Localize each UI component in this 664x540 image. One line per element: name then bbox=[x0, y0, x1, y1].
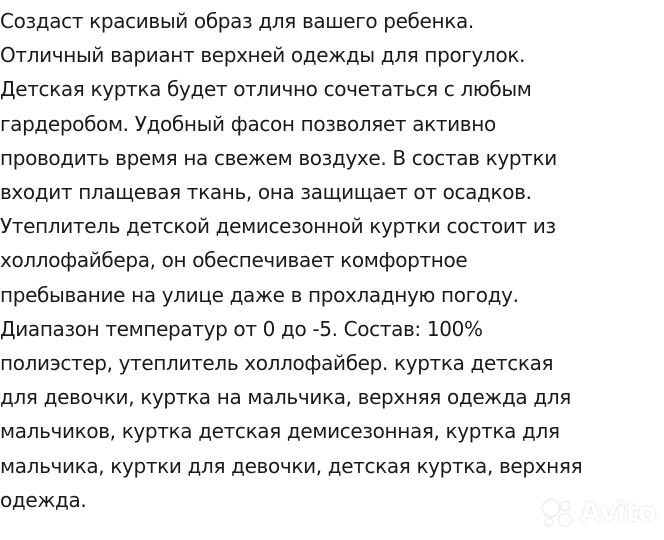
description-line: Детская куртка будет отлично сочетаться с любым bbox=[0, 77, 532, 102]
product-description bbox=[0, 4, 664, 517]
description-line: для девочки, куртка на мальчика, верхняя одежда для bbox=[0, 385, 571, 410]
description-line: гардеробом. Удобный фасон позволяет активно bbox=[0, 111, 496, 136]
description-line: мальчика, куртки для девочки, детская куртка, верхняя bbox=[0, 453, 583, 478]
description-line: Создаст красивый образ для вашего ребенка. bbox=[0, 9, 474, 33]
description-line: пребывание на улице даже в прохладную погоду. bbox=[0, 282, 519, 307]
avito-watermark bbox=[540, 497, 656, 528]
description-line: мальчиков, куртка детская демисезонная, куртка для bbox=[0, 419, 560, 444]
description-line: проводить время на свежем воздухе. В состав куртки bbox=[0, 145, 557, 170]
description-line: Утеплитель детской демисезонной куртки состоит из bbox=[0, 214, 556, 239]
description-line: полиэстер, утеплитель холлофайбер. куртка детская bbox=[0, 351, 554, 376]
avito-logo-icon bbox=[540, 498, 574, 528]
description-line: одежда. bbox=[0, 487, 87, 512]
avito-watermark-text: Avito bbox=[580, 497, 656, 528]
description-line: Диапазон температур от 0 до -5. Состав: 100% bbox=[0, 316, 483, 341]
description-line: холлофайбера, он обеспечивает комфортное bbox=[0, 248, 468, 273]
description-line: Отличный вариант верхней одежды для прогулок. bbox=[0, 43, 526, 68]
description-line: входит плащевая ткань, она защищает от осадков. bbox=[0, 180, 532, 205]
